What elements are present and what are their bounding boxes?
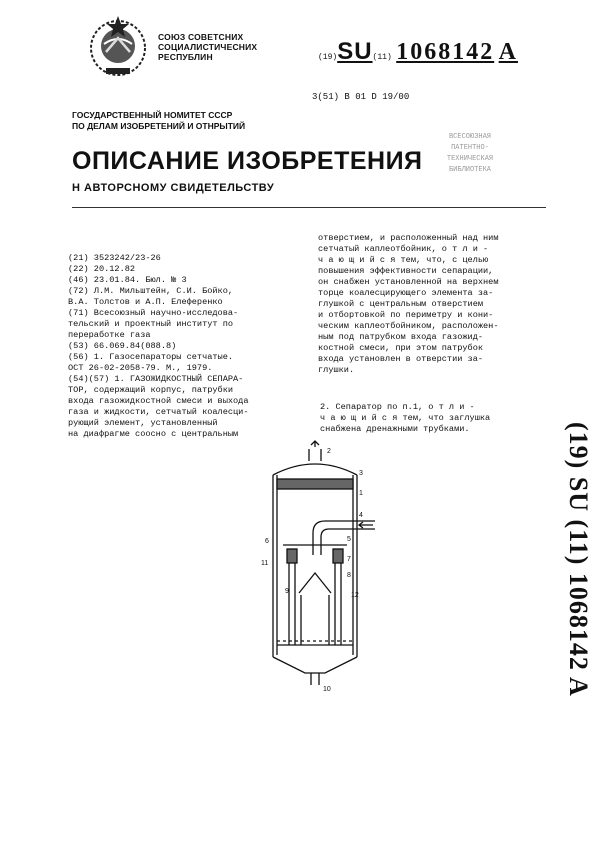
committee-line-1: ГОСУДАРСТВЕННЫЙ НОМИТЕТ СССР <box>72 110 233 120</box>
ipc-classification: 3(51) B 01 D 19/00 <box>312 92 410 102</box>
text-line: (71) Всесоюзный научно-исследова- <box>68 308 239 318</box>
text-line: рующий элемент, установленный <box>68 418 218 428</box>
ussr-emblem-icon <box>86 14 150 78</box>
text-line: входа установлен в отверстии за- <box>318 354 484 364</box>
coalescer-right <box>333 549 343 563</box>
text-line: ч а ю щ и й с я тем, что, с целью <box>318 255 489 265</box>
text-line: газа и жидкости, сетчатый коалесци- <box>68 407 249 417</box>
element-tubes <box>289 563 341 645</box>
figure-label: 3 <box>359 470 363 477</box>
text-line: и отбортовкой по периметру и кони- <box>318 310 494 320</box>
text-line: входа газожидкостной смеси и выхода <box>68 396 249 406</box>
text-line: костной смеси, при этом патрубок <box>318 343 484 353</box>
document-title: ОПИСАНИЕ ИЗОБРЕТЕНИЯ <box>72 147 423 175</box>
text-line: сетчатый каплеотбойник, о т л и - <box>318 244 489 254</box>
figure-label: 8 <box>347 572 351 579</box>
publication-number <box>318 38 518 66</box>
liquid-outlet <box>311 673 319 685</box>
arrow-up <box>311 441 319 447</box>
code-11: (11) <box>372 53 392 62</box>
text-line: повышения эффективности сепарации, <box>318 266 494 276</box>
vertical-label-text: (19) SU (11) 1068142 A <box>564 422 593 697</box>
text-line: ОСТ 26-02-2058-79. М., 1979. <box>68 363 213 373</box>
patent-kind: A <box>498 39 518 65</box>
figure-label: 9 <box>285 588 289 595</box>
union-name <box>158 32 257 62</box>
conical-demister <box>299 573 331 593</box>
text-line: ческим каплеотбойником, расположен- <box>318 321 499 331</box>
union-line-3: РЕСПУБЛИН <box>158 52 213 62</box>
figure-label: 7 <box>347 556 351 563</box>
library-stamp <box>428 132 512 194</box>
text-line: переработке газа <box>68 330 151 340</box>
union-line-2: СОЦИАЛИСТИЧЕСНИХ <box>158 42 258 52</box>
text-line: отверстием, и расположенный над ним <box>318 233 499 243</box>
text-line: 2. Сепаратор по п.1, о т л и - <box>320 402 475 412</box>
text-line: (54)(57) 1. ГАЗОЖИДКОСТНЫЙ СЕПАРА- <box>68 374 244 384</box>
text-line: торце коалесцирующего элемента за- <box>318 288 494 298</box>
document-subtitle: Н АВТОРСНОМУ СВИДЕТЕЛЬСТВУ <box>72 182 275 194</box>
bottom-cone <box>273 657 357 673</box>
stamp-line-4: БИБЛИОТЕКА <box>448 166 491 174</box>
stamp-line-3: ТЕХНИЧЕСКАЯ <box>446 155 494 163</box>
figure-label: 5 <box>347 536 351 543</box>
text-line: снабжена дренажными трубками. <box>320 424 470 434</box>
figure-label: 11 <box>261 560 269 567</box>
text-line: ТОР, содержащий корпус, патрубки <box>68 385 234 395</box>
gas-outlet-pipe <box>309 449 321 461</box>
text-line: В.А. Толстов и А.П. Елеференко <box>68 297 223 307</box>
text-line: глушки. <box>318 365 355 375</box>
claim-2 <box>320 402 490 435</box>
text-line: ч а ю щ и й с я тем, что заглушка <box>320 413 491 423</box>
coalescer-left <box>287 549 297 563</box>
text-line: (46) 23.01.84. Бюл. № 3 <box>68 275 187 285</box>
claim-1-continuation <box>318 233 499 376</box>
text-line: (56) 1. Газосепараторы сетчатые. <box>68 352 234 362</box>
committee-line-2: ПО ДЕЛАМ ИЗОБРЕТЕНИЙ И ОТНРЫТИЙ <box>72 121 246 131</box>
inlet-pipe <box>313 521 375 555</box>
separator-drawing <box>255 445 375 695</box>
vertical-patent-label <box>540 420 593 697</box>
figure-label: 4 <box>359 512 363 519</box>
country-code: SU <box>337 38 373 65</box>
figure-label: 2 <box>327 448 331 455</box>
text-line: тельский и проектный институт по <box>68 319 234 329</box>
header-divider <box>72 207 546 208</box>
code-19: (19) <box>318 53 338 62</box>
patent-number: 1068142 <box>396 39 495 65</box>
figure-label: 10 <box>323 686 331 693</box>
text-line: (72) Л.М. Мильштейн, С.И. Бойко, <box>68 286 234 296</box>
vessel-wall <box>273 475 357 657</box>
figure-label: 6 <box>265 538 269 545</box>
text-line: ным под патрубком входа газожид- <box>318 332 484 342</box>
inlet-arrow <box>359 522 373 528</box>
state-committee <box>72 110 245 132</box>
text-line: (22) 20.12.82 <box>68 264 136 274</box>
text-line: (21) 3523242/23-26 <box>68 253 161 263</box>
figure-label: 1 <box>359 490 363 497</box>
text-line: (53) 66.069.84(088.8) <box>68 341 177 351</box>
top-demister <box>277 479 353 489</box>
top-dome <box>273 464 357 475</box>
stamp-line-1: ВСЕСОЮЗНАЯ <box>448 133 491 141</box>
stamp-line-2: ПАТЕНТНО- <box>451 144 489 152</box>
text-line: на диафрагме соосно с центральным <box>68 429 239 439</box>
bibliographic-column <box>68 253 249 440</box>
text-line: он снабжен установленной на верхнем <box>318 277 499 287</box>
text-line: глушкой с центральным отверстием <box>318 299 484 309</box>
figure-label: 12 <box>351 592 359 599</box>
union-line-1: СОЮЗ СОВЕТСНИХ <box>158 32 244 42</box>
